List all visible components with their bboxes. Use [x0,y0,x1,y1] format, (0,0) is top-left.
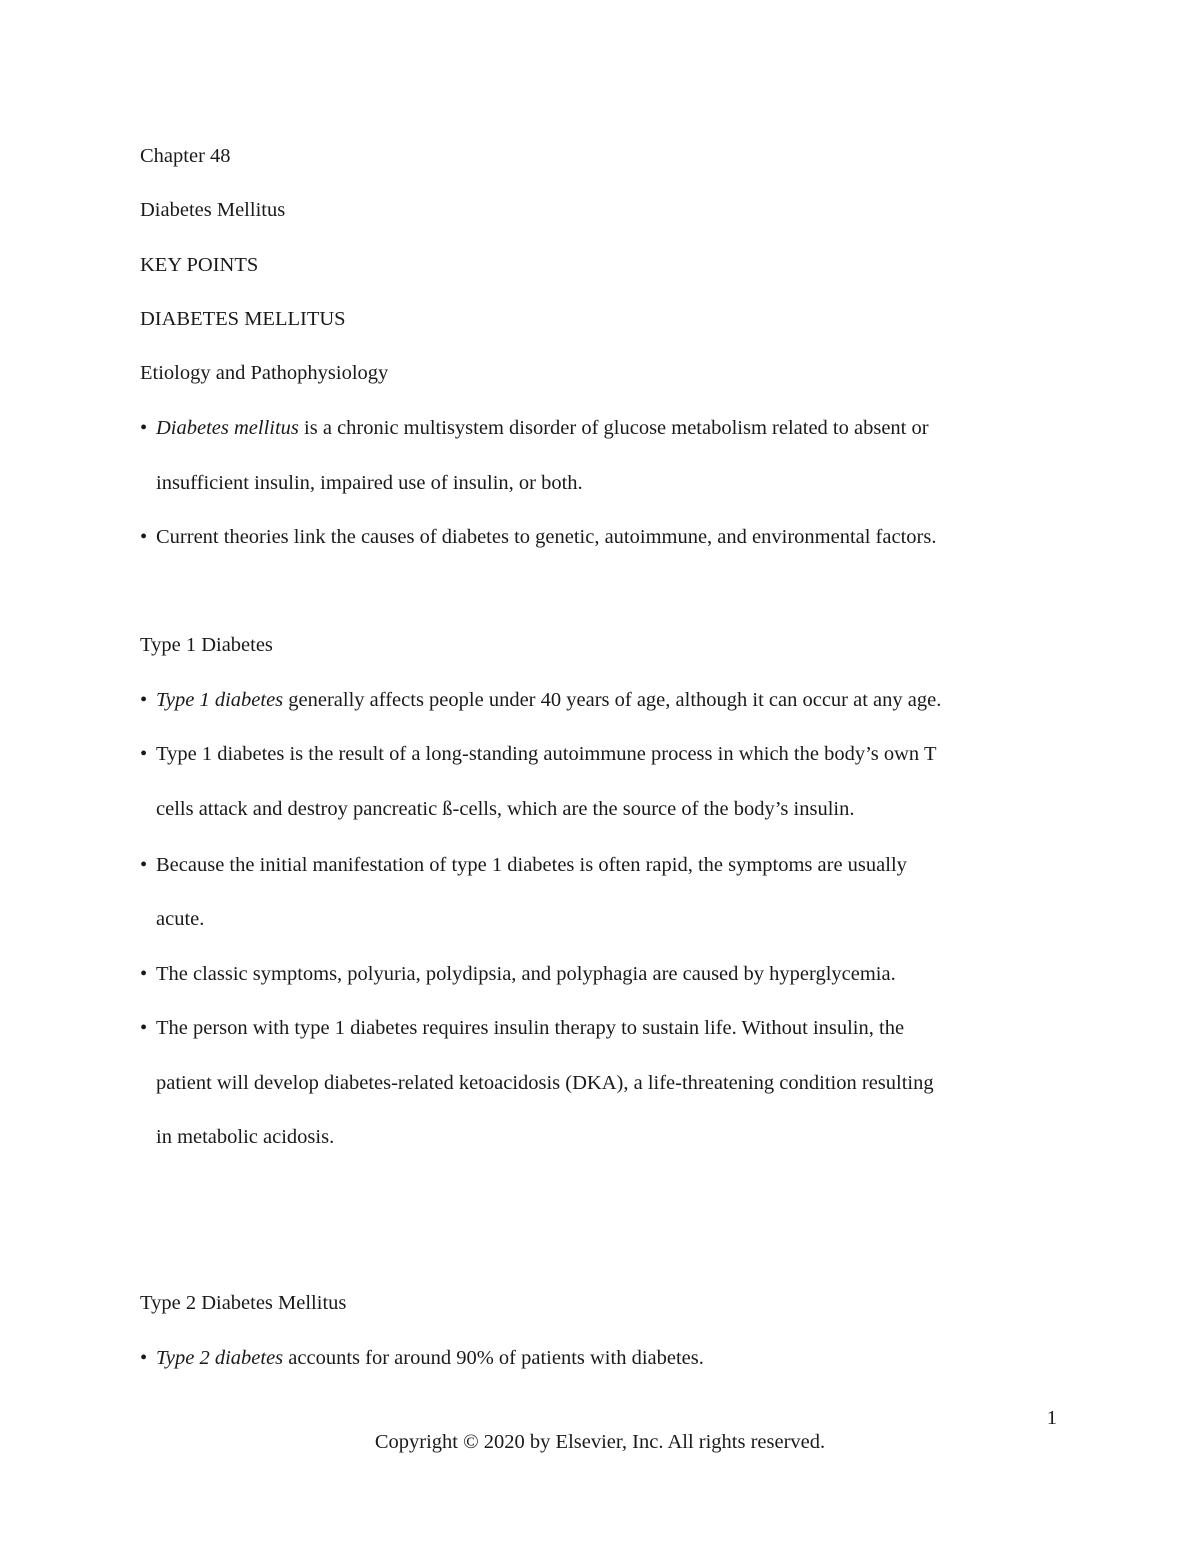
term: Diabetes mellitus [156,417,299,439]
bullet-marker: • [140,417,148,439]
chapter-number: Chapter 48 [140,145,231,167]
bullet-marker: • [140,743,148,765]
bullet-marker: • [140,963,148,985]
etiology-bullet-2 [140,525,936,549]
bullet-marker: • [140,689,148,711]
bullet-text: is a chronic multisystem disorder of glucose metabolism related to absent or [298,417,929,439]
term: Type 2 diabetes [156,1347,284,1369]
type1-bullet-4 [140,962,896,986]
type1-bullet-1 [140,688,941,712]
type2-bullet-1 [140,1346,704,1370]
type1-bullet-3 [140,853,907,877]
etiology-bullet-1-continuation: insufficient insulin, impaired use of insulin, or both. [156,472,583,494]
type1-bullet-5-continuation-1: patient will develop diabetes-related ketoacidosis (DKA), a life-threatening condition resulting [156,1072,934,1094]
page-number: 1 [1046,1407,1057,1429]
etiology-heading: Etiology and Pathophysiology [140,362,389,384]
type1-bullet-5 [140,1016,904,1040]
type1-bullet-2-continuation: cells attack and destroy pancreatic ß-cells, which are the source of the body’s insulin. [156,798,855,820]
type1-bullet-5-continuation-2: in metabolic acidosis. [156,1126,335,1148]
bullet-marker: • [140,1017,148,1039]
term: Type 1 diabetes [156,689,284,711]
type1-bullet-3-continuation: acute. [156,908,205,930]
section-heading: DIABETES MELLITUS [140,308,346,330]
bullet-text: Because the initial manifestation of type 1 diabetes is often rapid, the symptoms are usually [156,854,907,876]
type1-heading: Type 1 Diabetes [140,634,273,656]
bullet-marker: • [140,854,148,876]
etiology-bullet-1 [140,416,929,440]
key-points-heading: KEY POINTS [140,254,259,276]
bullet-text: Type 1 diabetes is the result of a long-standing autoimmune process in which the body’s own T [156,743,937,765]
bullet-text: The classic symptoms, polyuria, polydipsia, and polyphagia are caused by hyperglycemia. [156,963,896,985]
copyright-footer: Copyright © 2020 by Elsevier, Inc. All rights reserved. [374,1431,826,1453]
bullet-text: The person with type 1 diabetes requires insulin therapy to sustain life. Without insulin, the [156,1017,905,1039]
bullet-text: Current theories link the causes of diabetes to genetic, autoimmune, and environmental factors. [156,526,937,548]
type2-heading: Type 2 Diabetes Mellitus [140,1292,347,1314]
bullet-text: generally affects people under 40 years of age, although it can occur at any age. [283,689,942,711]
bullet-text: accounts for around 90% of patients with diabetes. [283,1347,704,1369]
bullet-marker: • [140,526,148,548]
chapter-title: Diabetes Mellitus [140,199,286,221]
type1-bullet-2 [140,742,936,766]
bullet-marker: • [140,1347,148,1369]
